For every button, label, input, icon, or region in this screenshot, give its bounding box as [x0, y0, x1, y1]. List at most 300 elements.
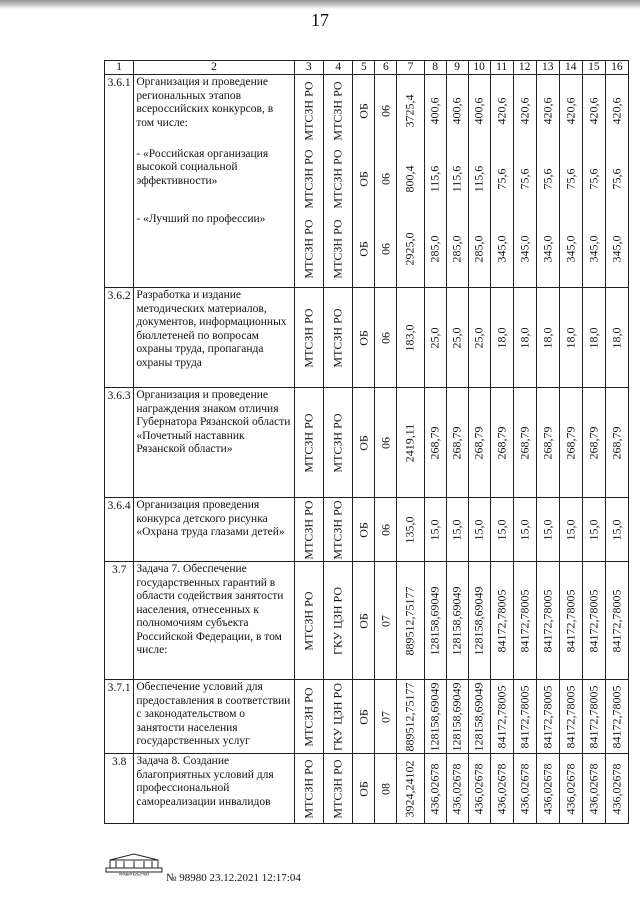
amount-cell-text: 3725,4 [402, 94, 417, 128]
amount-cell [582, 754, 605, 824]
government-logo-text: ПРАВИТЕЛЬСТВО [118, 872, 150, 876]
co-executor-text: МТСЗН РО [330, 412, 345, 473]
amount-cell [490, 75, 513, 147]
amount-cell [468, 754, 490, 824]
co-executor-text: МТСЗН РО [330, 81, 345, 141]
responsible-executor-text: МТСЗН РО [301, 590, 316, 651]
amount-cell-text: 420,6 [539, 97, 554, 125]
amount-cell [424, 754, 446, 824]
amount-cell-text: 84172,78005 [516, 589, 531, 652]
column-number: 12 [513, 61, 536, 75]
amount-cell [490, 498, 513, 562]
amount-cell [582, 212, 605, 288]
code-text: 08 [378, 782, 393, 795]
responsible-executor [294, 212, 323, 288]
responsible-executor [294, 680, 323, 754]
amount-cell-text: 128158,69049 [449, 586, 464, 655]
amount-cell [397, 212, 424, 288]
funding-source [353, 388, 375, 498]
row-number: 3.6.2 [105, 288, 134, 388]
column-number: 3 [294, 61, 323, 75]
amount-cell-text: 15,0 [449, 519, 464, 540]
responsible-executor [294, 754, 323, 824]
amount-cell-text: 18,0 [609, 327, 624, 348]
responsible-executor [294, 388, 323, 498]
table-row [105, 388, 629, 498]
amount-cell [559, 147, 582, 212]
amount-cell [490, 562, 513, 680]
column-number: 2 [134, 61, 294, 75]
code [375, 680, 397, 754]
amount-cell-text: 285,0 [471, 235, 486, 263]
amount-cell [605, 498, 628, 562]
amount-cell-text: 15,0 [493, 519, 508, 540]
amount-cell-text: 268,79 [539, 426, 554, 459]
amount-cell [490, 147, 513, 212]
amount-cell-text: 15,0 [427, 519, 442, 540]
amount-cell-text: 84172,78005 [563, 589, 578, 652]
amount-cell [490, 680, 513, 754]
amount-cell [536, 562, 559, 680]
funding-source [353, 754, 375, 824]
column-number: 9 [446, 61, 468, 75]
amount-cell [397, 75, 424, 147]
amount-cell-text: 2925,0 [402, 232, 417, 266]
amount-cell-text: 436,02678 [516, 763, 531, 814]
row-number: 3.6.4 [105, 498, 134, 562]
row-number: 3.7.1 [105, 680, 134, 754]
code [375, 212, 397, 288]
amount-cell [397, 288, 424, 388]
amount-cell-text: 15,0 [609, 519, 624, 540]
amount-cell [397, 498, 424, 562]
amount-cell-text: 183,0 [402, 324, 417, 351]
amount-cell [582, 147, 605, 212]
amount-cell [513, 212, 536, 288]
code [375, 562, 397, 680]
amount-cell-text: 436,02678 [563, 763, 578, 814]
amount-cell-text: 268,79 [609, 426, 624, 459]
amount-cell-text: 345,0 [586, 235, 601, 263]
amount-cell [513, 680, 536, 754]
amount-cell [582, 680, 605, 754]
amount-cell-text: 15,0 [563, 519, 578, 540]
row-description: Организация и проведение награждения знаком отличия Губернатора Рязанской области «Почетный наставник Рязанской области» [134, 388, 294, 498]
funding-source [353, 562, 375, 680]
amount-cell [490, 288, 513, 388]
amount-cell-text: 84172,78005 [609, 589, 624, 652]
table-row [105, 288, 629, 388]
code-text: 07 [378, 710, 393, 723]
amount-cell [424, 147, 446, 212]
funding-source-text: ОБ [356, 329, 371, 346]
amount-cell [424, 75, 446, 147]
amount-cell [490, 754, 513, 824]
table-row [105, 147, 629, 212]
row-description: Организация проведения конкурса детского рисунка «Охрана труда глазами детей» [134, 498, 294, 562]
amount-cell [446, 562, 468, 680]
amount-cell [513, 75, 536, 147]
amount-cell-text: 75,6 [516, 168, 531, 190]
funding-source [353, 147, 375, 212]
co-executor-text: МТСЗН РО [330, 758, 345, 819]
row-description: - «Лучший по профессии» [134, 212, 294, 288]
co-executor [324, 388, 353, 498]
amount-cell [446, 288, 468, 388]
amount-cell [397, 680, 424, 754]
row-number: 3.8 [105, 754, 134, 824]
co-executor [324, 212, 353, 288]
amount-cell-text: 75,6 [609, 168, 624, 190]
amount-cell-text: 268,79 [586, 426, 601, 459]
amount-cell [605, 147, 628, 212]
amount-cell [468, 562, 490, 680]
amount-cell [446, 754, 468, 824]
amount-cell-text: 84172,78005 [586, 589, 601, 652]
amount-cell [536, 75, 559, 147]
amount-cell-text: 75,6 [586, 168, 601, 190]
funding-source-text: ОБ [356, 708, 371, 725]
amount-cell [397, 754, 424, 824]
amount-cell-text: 436,02678 [539, 763, 554, 814]
amount-cell-text: 345,0 [563, 235, 578, 263]
amount-cell [468, 147, 490, 212]
amount-cell-text: 115,6 [427, 165, 442, 193]
code-text: 06 [378, 173, 393, 185]
amount-cell [605, 754, 628, 824]
amount-cell-text: 436,02678 [586, 763, 601, 814]
amount-cell [582, 498, 605, 562]
amount-cell [582, 288, 605, 388]
responsible-executor-text: МТСЗН РО [301, 758, 316, 819]
co-executor [324, 147, 353, 212]
funding-source [353, 498, 375, 562]
code-text: 06 [378, 523, 393, 536]
amount-cell [468, 388, 490, 498]
amount-cell-text: 84172,78005 [493, 685, 508, 748]
co-executor-text: ГКУ ЦЗН РО [330, 682, 345, 751]
amount-cell-text: 889512,75177 [402, 682, 417, 751]
amount-cell-text: 15,0 [539, 519, 554, 540]
amount-cell [490, 388, 513, 498]
amount-cell [424, 680, 446, 754]
amount-cell-text: 84172,78005 [563, 685, 578, 748]
amount-cell-text: 84172,78005 [539, 685, 554, 748]
co-executor [324, 288, 353, 388]
amount-cell [424, 388, 446, 498]
row-description: Задача 7. Обеспечение государственных гарантий в области содействия занятости населения, отнесенных к полномочиям субъекта Российской Федерации, в том числе: [134, 562, 294, 680]
amount-cell [446, 388, 468, 498]
amount-cell-text: 889512,75177 [402, 586, 417, 655]
amount-cell-text: 18,0 [493, 327, 508, 348]
amount-cell-text: 420,6 [609, 97, 624, 125]
amount-cell [513, 754, 536, 824]
amount-cell [605, 288, 628, 388]
responsible-executor [294, 562, 323, 680]
row-number [105, 212, 134, 288]
amount-cell [513, 288, 536, 388]
row-number: 3.6.3 [105, 388, 134, 498]
amount-cell [605, 75, 628, 147]
government-logo [104, 852, 164, 876]
amount-cell [468, 288, 490, 388]
amount-cell [446, 75, 468, 147]
row-description: Организация и проведение региональных этапов всероссийских конкурсов, в том числе: [134, 75, 294, 147]
amount-cell-text: 15,0 [586, 519, 601, 540]
page-number: 17 [311, 10, 329, 30]
amount-cell-text: 84172,78005 [609, 685, 624, 748]
amount-cell [397, 147, 424, 212]
co-executor [324, 562, 353, 680]
amount-cell [536, 680, 559, 754]
amount-cell-text: 400,6 [449, 97, 464, 125]
amount-cell-text: 285,0 [427, 235, 442, 263]
co-executor-text: МТСЗН РО [330, 499, 345, 560]
funding-source [353, 212, 375, 288]
amount-cell [536, 754, 559, 824]
row-number: 3.6.1 [105, 75, 134, 147]
responsible-executor-text: МТСЗН РО [301, 499, 316, 560]
amount-cell-text: 75,6 [493, 168, 508, 190]
amount-cell [559, 388, 582, 498]
code [375, 75, 397, 147]
amount-cell [605, 680, 628, 754]
amount-cell-text: 345,0 [493, 235, 508, 263]
column-number: 15 [582, 61, 605, 75]
amount-cell [424, 212, 446, 288]
column-number: 8 [424, 61, 446, 75]
amount-cell-text: 128158,69049 [427, 586, 442, 655]
amount-cell-text: 84172,78005 [586, 685, 601, 748]
code-text: 06 [378, 243, 393, 256]
column-number: 13 [536, 61, 559, 75]
amount-cell [424, 288, 446, 388]
scan-edge [0, 0, 640, 9]
amount-cell-text: 268,79 [471, 426, 486, 459]
responsible-executor [294, 498, 323, 562]
amount-cell [397, 388, 424, 498]
column-number: 7 [397, 61, 424, 75]
code-text: 06 [378, 331, 393, 344]
column-number: 11 [490, 61, 513, 75]
amount-cell-text: 800,4 [402, 165, 417, 193]
amount-cell-text: 420,6 [516, 97, 531, 125]
amount-cell-text: 25,0 [471, 327, 486, 348]
amount-cell [559, 562, 582, 680]
table-row [105, 212, 629, 288]
code [375, 754, 397, 824]
responsible-executor-text: МТСЗН РО [301, 412, 316, 473]
responsible-executor-text: МТСЗН РО [301, 307, 316, 368]
funding-source-text: ОБ [356, 612, 371, 629]
amount-cell-text: 268,79 [563, 426, 578, 459]
co-executor-text: МТСЗН РО [330, 149, 345, 209]
amount-cell-text: 436,02678 [427, 763, 442, 814]
amount-cell-text: 268,79 [449, 426, 464, 459]
amount-cell [468, 498, 490, 562]
funding-source [353, 288, 375, 388]
amount-cell-text: 84172,78005 [493, 589, 508, 652]
amount-cell-text: 345,0 [516, 235, 531, 263]
responsible-executor-text: МТСЗН РО [301, 686, 316, 747]
table-row [105, 754, 629, 824]
amount-cell [559, 498, 582, 562]
amount-cell [536, 288, 559, 388]
amount-cell-text: 436,02678 [449, 763, 464, 814]
funding-source-text: ОБ [356, 780, 371, 797]
column-number: 6 [375, 61, 397, 75]
funding-source [353, 680, 375, 754]
code-text: 06 [378, 104, 393, 117]
amount-cell-text: 115,6 [449, 165, 464, 193]
row-description: - «Российская организация высокой социальной эффективности» [134, 147, 294, 212]
budget-table [104, 60, 629, 824]
amount-cell [582, 562, 605, 680]
amount-cell [490, 212, 513, 288]
column-number: 4 [324, 61, 353, 75]
amount-cell-text: 135,0 [402, 516, 417, 543]
amount-cell [513, 147, 536, 212]
amount-cell-text: 75,6 [539, 168, 554, 190]
column-number: 14 [559, 61, 582, 75]
responsible-executor [294, 288, 323, 388]
amount-cell [397, 562, 424, 680]
responsible-executor [294, 147, 323, 212]
row-number: 3.7 [105, 562, 134, 680]
co-executor [324, 75, 353, 147]
code-text: 06 [378, 436, 393, 449]
responsible-executor [294, 75, 323, 147]
amount-cell [559, 680, 582, 754]
amount-cell [446, 498, 468, 562]
table-row [105, 562, 629, 680]
amount-cell-text: 128158,69049 [471, 586, 486, 655]
amount-cell-text: 75,6 [563, 168, 578, 190]
amount-cell [468, 680, 490, 754]
co-executor-text: ГКУ ЦЗН РО [330, 586, 345, 655]
amount-cell-text: 400,6 [427, 97, 442, 125]
amount-cell-text: 345,0 [609, 235, 624, 263]
row-description: Обеспечение условий для предоставления в соответствии с законодательством о занятости населения государственных услуг [134, 680, 294, 754]
table-row [105, 75, 629, 147]
row-description: Задача 8. Создание благоприятных условий для профессиональной самореализации инвалидов [134, 754, 294, 824]
amount-cell-text: 84172,78005 [516, 685, 531, 748]
amount-cell [446, 680, 468, 754]
amount-cell [605, 212, 628, 288]
column-number: 1 [105, 61, 134, 75]
amount-cell-text: 115,6 [471, 165, 486, 193]
column-number: 16 [605, 61, 628, 75]
table-body [105, 61, 629, 824]
amount-cell-text: 345,0 [539, 235, 554, 263]
amount-cell [446, 212, 468, 288]
amount-cell-text: 420,6 [563, 97, 578, 125]
amount-cell-text: 128158,69049 [427, 682, 442, 751]
co-executor [324, 754, 353, 824]
amount-cell [536, 212, 559, 288]
amount-cell-text: 84172,78005 [539, 589, 554, 652]
amount-cell-text: 3924,24102 [402, 760, 417, 817]
responsible-executor-text: МТСЗН РО [301, 149, 316, 209]
amount-cell-text: 268,79 [516, 426, 531, 459]
amount-cell [559, 75, 582, 147]
amount-cell-text: 128158,69049 [471, 682, 486, 751]
amount-cell-text: 18,0 [516, 327, 531, 348]
row-description: Разработка и издание методических материалов, документов, информационных бюллетеней по вопросам охраны труда, пропаганда охраны труда [134, 288, 294, 388]
amount-cell [605, 562, 628, 680]
amount-cell-text: 2419,11 [402, 423, 417, 462]
amount-cell-text: 18,0 [563, 327, 578, 348]
amount-cell-text: 436,02678 [471, 763, 486, 814]
funding-source-text: ОБ [356, 241, 371, 258]
funding-source-text: ОБ [356, 434, 371, 451]
amount-cell-text: 18,0 [586, 327, 601, 348]
amount-cell-text: 15,0 [471, 519, 486, 540]
amount-cell [468, 75, 490, 147]
amount-cell-text: 268,79 [427, 426, 442, 459]
amount-cell [582, 75, 605, 147]
amount-cell-text: 420,6 [493, 97, 508, 125]
amount-cell [513, 562, 536, 680]
amount-cell-text: 400,6 [471, 97, 486, 125]
amount-cell-text: 420,6 [586, 97, 601, 125]
table-row [105, 680, 629, 754]
amount-cell [582, 388, 605, 498]
amount-cell [605, 388, 628, 498]
code [375, 388, 397, 498]
amount-cell [536, 498, 559, 562]
registration-stamp: № 98980 23.12.2021 12:17:04 [166, 872, 301, 884]
code [375, 288, 397, 388]
amount-cell [513, 498, 536, 562]
amount-cell [559, 754, 582, 824]
amount-cell-text: 15,0 [516, 519, 531, 540]
amount-cell [468, 212, 490, 288]
amount-cell-text: 436,02678 [609, 763, 624, 814]
responsible-executor-text: МТСЗН РО [301, 219, 316, 279]
amount-cell-text: 25,0 [449, 327, 464, 348]
amount-cell [536, 388, 559, 498]
code [375, 147, 397, 212]
amount-cell-text: 25,0 [427, 327, 442, 348]
amount-cell [424, 562, 446, 680]
co-executor-text: МТСЗН РО [330, 219, 345, 279]
amount-cell [446, 147, 468, 212]
column-number: 10 [468, 61, 490, 75]
funding-source-text: ОБ [356, 171, 371, 187]
co-executor [324, 680, 353, 754]
amount-cell [536, 147, 559, 212]
amount-cell [559, 288, 582, 388]
co-executor [324, 498, 353, 562]
amount-cell [559, 212, 582, 288]
code [375, 498, 397, 562]
co-executor-text: МТСЗН РО [330, 307, 345, 368]
funding-source-text: ОБ [356, 521, 371, 538]
amount-cell [424, 498, 446, 562]
amount-cell-text: 436,02678 [493, 763, 508, 814]
table-row [105, 498, 629, 562]
amount-cell-text: 128158,69049 [449, 682, 464, 751]
code-text: 07 [378, 614, 393, 627]
amount-cell [513, 388, 536, 498]
header-row [105, 61, 629, 75]
responsible-executor-text: МТСЗН РО [301, 81, 316, 141]
column-number: 5 [353, 61, 375, 75]
row-number [105, 147, 134, 212]
funding-source [353, 75, 375, 147]
amount-cell-text: 18,0 [539, 327, 554, 348]
